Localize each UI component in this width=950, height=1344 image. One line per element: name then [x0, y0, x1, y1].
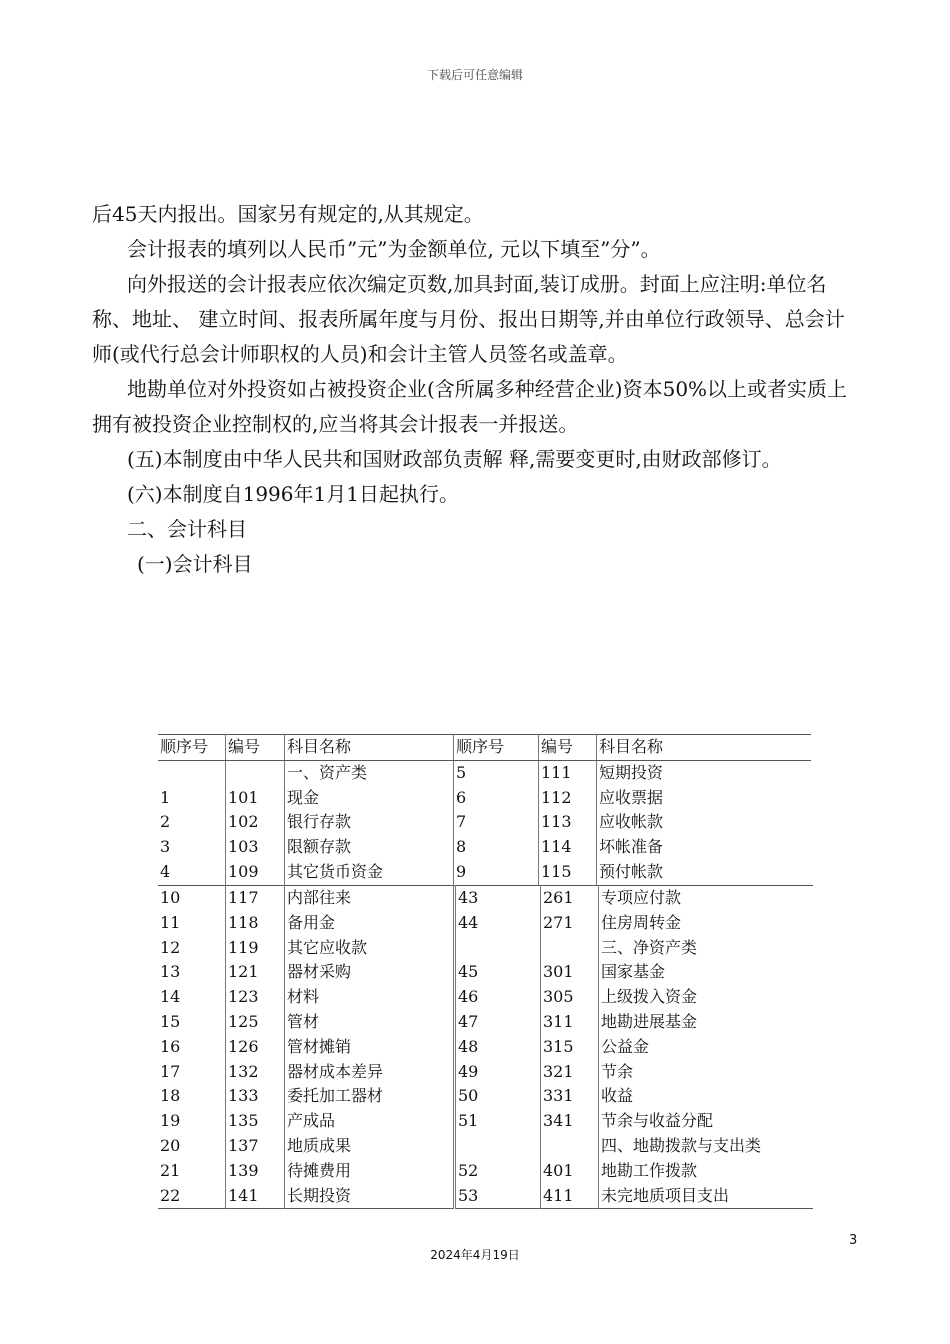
header-cell: 顺序号	[158, 735, 226, 761]
table-cell: 135	[226, 1109, 285, 1134]
table-row	[158, 1060, 813, 1085]
table-cell: 材料	[285, 985, 455, 1010]
table-cell: 10	[158, 886, 226, 911]
table-cell: 22	[158, 1184, 226, 1209]
paragraph: 后45天内报出。国家另有规定的,从其规定。	[92, 202, 484, 226]
table-cell: 18	[158, 1084, 226, 1109]
table-cell	[455, 936, 541, 961]
table-cell: 预付帐款	[599, 861, 664, 881]
table-cell: 16	[158, 1035, 226, 1060]
table-cell: 15	[158, 1010, 226, 1035]
table-cell: 地勘进展基金	[601, 1011, 698, 1031]
table-cell: 52	[455, 1159, 541, 1184]
paragraph: 会计报表的填列以人民币”元”为金额单位, 元以下填至”分”。	[127, 237, 661, 261]
table-cell: 114	[539, 835, 597, 860]
table-cell: 115	[539, 860, 597, 885]
table-row	[158, 760, 811, 785]
table-cell: 331	[541, 1084, 599, 1109]
table-row	[158, 960, 813, 985]
table-cell: 1	[158, 786, 226, 811]
table-cell: 20	[158, 1134, 226, 1159]
table-cell: 地质成果	[285, 1134, 455, 1159]
table-cell: 长期投资	[285, 1184, 455, 1209]
header-cell: 编号	[226, 735, 285, 761]
table-cell: 器材采购	[285, 960, 455, 985]
table-cell: 委托加工器材	[285, 1084, 455, 1109]
table-row	[158, 835, 811, 860]
table-cell: 5	[454, 760, 539, 785]
table-cell: 2	[158, 810, 226, 835]
table-cell: 8	[454, 835, 539, 860]
page-number: 3	[849, 1233, 858, 1248]
table-cell: 51	[455, 1109, 541, 1134]
table-cell: 未完地质项目支出	[601, 1185, 730, 1205]
table-cell: 9	[454, 860, 539, 885]
table-cell: 银行存款	[285, 810, 454, 835]
table-cell: 三、净资产类	[601, 937, 698, 957]
table-cell	[158, 760, 226, 785]
table-row	[158, 1184, 813, 1209]
table-row	[158, 985, 813, 1010]
table-cell: 118	[226, 911, 285, 936]
table-cell: 11	[158, 911, 226, 936]
table-row	[158, 886, 813, 911]
table-cell: 139	[226, 1159, 285, 1184]
table-cell: 收益	[601, 1086, 634, 1106]
table-cell: 53	[455, 1184, 541, 1209]
table-cell: 上级拨入资金	[601, 987, 698, 1007]
table-cell: 117	[226, 886, 285, 911]
table-row	[158, 936, 813, 961]
table-row	[158, 860, 811, 885]
table-row	[158, 786, 811, 811]
table-cell: 坏帐准备	[599, 837, 664, 857]
table-cell: 47	[455, 1010, 541, 1035]
table-cell: 专项应付款	[601, 888, 682, 907]
table-row	[158, 1010, 813, 1035]
table-cell: 103	[226, 835, 285, 860]
header-cell: 科目名称	[285, 735, 454, 761]
table-cell: 121	[226, 960, 285, 985]
table-cell: 一、资产类	[285, 760, 454, 785]
table-row	[158, 911, 813, 936]
table-cell: 109	[226, 860, 285, 885]
table-cell: 112	[539, 786, 597, 811]
table-cell: 301	[541, 960, 599, 985]
table-cell: 137	[226, 1134, 285, 1159]
table-cell: 公益金	[601, 1036, 650, 1056]
subsection-heading: (一)会计科目	[137, 552, 253, 576]
table-cell: 国家基金	[601, 962, 666, 982]
table-cell: 261	[541, 886, 599, 911]
table-row	[158, 1109, 813, 1134]
table-cell: 内部往来	[285, 886, 455, 911]
table-cell: 315	[541, 1035, 599, 1060]
table-cell: 14	[158, 985, 226, 1010]
table-cell: 应收帐款	[599, 812, 664, 832]
table-cell: 411	[541, 1184, 599, 1209]
table-cell: 现金	[285, 786, 454, 811]
document-body	[92, 197, 860, 582]
table-cell: 17	[158, 1060, 226, 1085]
table-cell: 43	[455, 886, 541, 911]
table-cell: 地勘工作拨款	[601, 1160, 698, 1180]
table-cell: 311	[541, 1010, 599, 1035]
table-cell: 待摊费用	[285, 1159, 455, 1184]
table-cell: 133	[226, 1084, 285, 1109]
table-cell: 123	[226, 985, 285, 1010]
header-cell: 科目名称	[597, 735, 812, 761]
table-cell: 141	[226, 1184, 285, 1209]
table-cell	[541, 1134, 599, 1159]
table-cell: 111	[539, 760, 597, 785]
table-cell	[226, 760, 285, 785]
table-cell: 其它应收款	[285, 936, 455, 961]
table-cell: 101	[226, 786, 285, 811]
table-cell: 6	[454, 786, 539, 811]
table-cell: 401	[541, 1159, 599, 1184]
table-cell: 短期投资	[599, 762, 664, 782]
table-cell: 125	[226, 1010, 285, 1035]
section-heading: 二、会计科目	[127, 517, 247, 541]
table-cell: 19	[158, 1109, 226, 1134]
table-cell: 3	[158, 835, 226, 860]
table-cell: 13	[158, 960, 226, 985]
table-cell: 产成品	[285, 1109, 455, 1134]
table-cell: 21	[158, 1159, 226, 1184]
table-cell: 应收票据	[599, 787, 664, 807]
paragraph: (六)本制度自1996年1月1日起执行。	[127, 482, 459, 506]
accounts-table-top	[158, 734, 811, 886]
table-header-row	[158, 735, 811, 761]
table-cell: 管材摊销	[285, 1035, 455, 1060]
table-cell: 四、地勘拨款与支出类	[601, 1135, 762, 1155]
table-cell: 其它货币资金	[285, 860, 454, 885]
table-row	[158, 810, 811, 835]
table-cell: 器材成本差异	[285, 1060, 455, 1085]
table-cell: 44	[455, 911, 541, 936]
header-cell: 编号	[539, 735, 597, 761]
table-cell: 46	[455, 985, 541, 1010]
table-cell: 49	[455, 1060, 541, 1085]
accounts-table-bottom	[158, 885, 813, 1209]
table-cell: 132	[226, 1060, 285, 1085]
table-cell: 48	[455, 1035, 541, 1060]
table-cell: 271	[541, 911, 599, 936]
table-cell: 节余	[601, 1061, 634, 1081]
table-cell: 节余与收益分配	[601, 1111, 714, 1131]
table-cell: 备用金	[285, 911, 455, 936]
table-cell: 341	[541, 1109, 599, 1134]
table-row	[158, 1035, 813, 1060]
table-cell	[455, 1134, 541, 1159]
table-cell: 管材	[285, 1010, 455, 1035]
table-row	[158, 1134, 813, 1159]
table-cell: 113	[539, 810, 597, 835]
table-row	[158, 1159, 813, 1184]
table-row	[158, 1084, 813, 1109]
paragraph: (五)本制度由中华人民共和国财政部负责解 释,需要变更时,由财政部修订。	[127, 447, 782, 471]
table-cell: 住房周转金	[601, 912, 682, 932]
table-cell: 102	[226, 810, 285, 835]
table-cell: 119	[226, 936, 285, 961]
table-cell	[541, 936, 599, 961]
paragraph: 向外报送的会计报表应依次编定页数,加具封面,装订成册。封面上应注明:单位名称、地址、 建立时间、报表所属年度与月份、报出日期等,并由单位行政领导、总会计师(或代行总会计师职权的人员)和会计主管人员签名或盖章。	[92, 272, 845, 366]
paragraph: 地勘单位对外投资如占被投资企业(含所属多种经营企业)资本50%以上或者实质上拥有被投资企业控制权的,应当将其会计报表一并报送。	[92, 377, 848, 436]
page-header: 下载后可任意编辑	[426, 68, 523, 82]
table-cell: 限额存款	[285, 835, 454, 860]
table-cell: 50	[455, 1084, 541, 1109]
table-cell: 12	[158, 936, 226, 961]
table-cell: 321	[541, 1060, 599, 1085]
footer-date: 2024年4月19日	[430, 1248, 520, 1262]
table-cell: 126	[226, 1035, 285, 1060]
table-cell: 305	[541, 985, 599, 1010]
table-cell: 45	[455, 960, 541, 985]
table-cell: 4	[158, 860, 226, 885]
header-cell: 顺序号	[454, 735, 539, 761]
table-cell: 7	[454, 810, 539, 835]
